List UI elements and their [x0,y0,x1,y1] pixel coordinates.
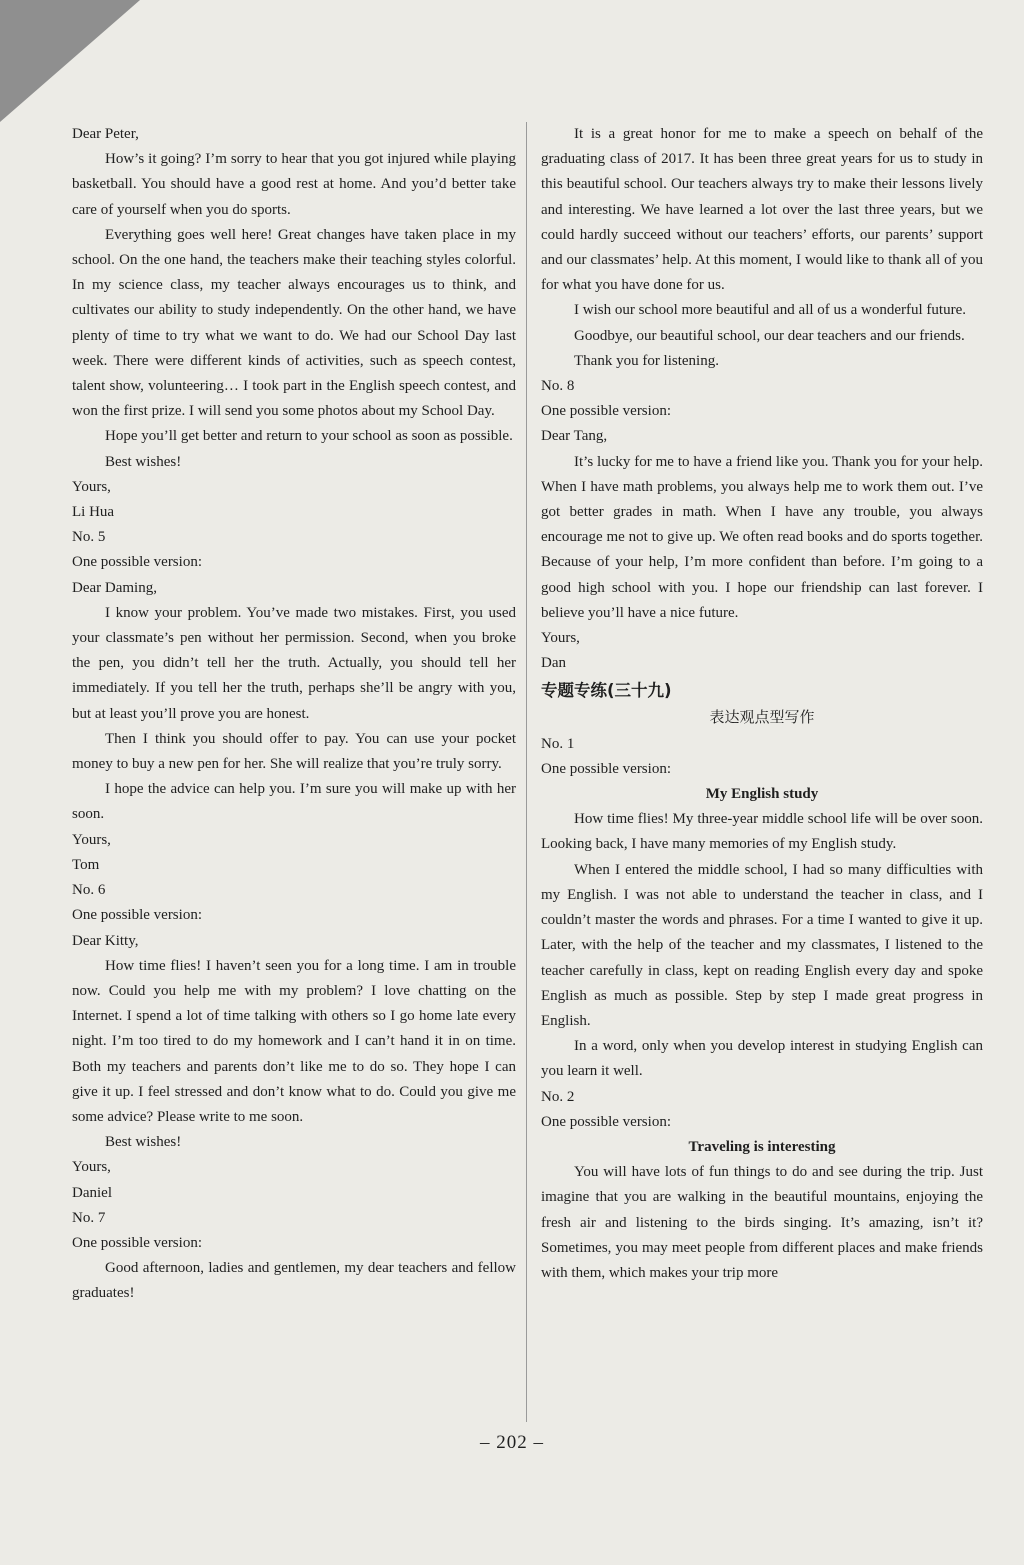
paragraph: Dan [541,655,566,672]
paragraph: Everything goes well here! Great changes have taken place in my school. On the one hand, the teachers make their teaching styles colorful. In my science class, my teacher always encourages us to think, and cultivates our ability to study independently. On the other hand, we have plenty of time to try what we want to do. We had our School Day last week. There were different kinds of activities, such as speech contest, talent show, volunteering… I took part in the English speech contest, and won the first prize. I will send you some photos about my School Day. [72,226,516,420]
paragraph: Yours, [541,630,580,647]
paragraph: Dear Kitty, [72,932,139,949]
paragraph: You will have lots of fun things to do and see during the trip. Just imagine that you are walking in the beautiful mountains, enjoying the fresh air and listening to the birds singing. It’s amazing, isn’t it? Sometimes, you may meet people from different places and make friends with them, which makes your trip more [541,1164,983,1281]
paragraph: It is a great honor for me to make a speech on behalf of the graduating class of 2017. It has been three great years for us to study in this beautiful school. Our teachers always try to make their lessons lively and interesting. We have learned a lot over the last three years, but we could hardly succeed without our teachers’ efforts, our parents’ support and our classmates’ help. At this moment, I would like to thank all of you for what you have done for us. [541,126,983,294]
paragraph: No. 2 [541,1088,575,1105]
paragraph: Dear Tang, [541,428,608,445]
right-column-part2 [541,732,983,1286]
right-column [541,122,983,1286]
paragraph: When I entered the middle school, I had so many difficulties with my English. I was not able to understand the teacher in class, and I couldn’t master the words and phrases. For a time I wanted to give it up. Later, with the help of the teacher and my classmates, I listened to the teacher carefully in class, kept on reading English every day and spoke English as much as possible. Step by step I made great progress in English. [541,861,983,1029]
paragraph: Then I think you should offer to pay. You can use your pocket money to buy a new pen for her. She will realize that you’re truly sorry. [72,730,516,773]
paragraph: Goodbye, our beautiful school, our dear teachers and our friends. [574,327,965,344]
paragraph: In a word, only when you develop interest in studying English can you learn it well. [541,1038,983,1080]
paragraph: Tom [72,856,100,873]
paragraph: No. 5 [72,529,106,546]
paragraph: Hope you’ll get better and return to your school as soon as possible. [105,428,513,445]
paragraph: One possible version: [541,1113,671,1130]
paragraph: Yours, [72,1159,111,1176]
paragraph: One possible version: [72,907,202,924]
essay-title: My English study [705,786,819,803]
paragraph: Yours, [72,831,111,848]
page-number: – 202 – [480,1432,544,1453]
paragraph: How time flies! I haven’t seen you for a long time. I am in trouble now. Could you help me with my problem? I love chatting on the Internet. I spend a lot of time talking with others so I go home late every night. I’m too tired to do my homework and I can’t hand it in on time. Both my teachers and parents don’t like me to do so. They hope I can give it up. I feel stressed and don’t know what to do. Could you give me some advice? Please write to me soon. [72,957,516,1125]
paragraph: Dear Peter, [72,126,139,142]
paragraph: Li Hua [72,504,115,521]
paragraph: Yours, [72,478,111,495]
paragraph: One possible version: [72,1234,202,1251]
paragraph: I wish our school more beautiful and all of us a wonderful future. [574,302,966,319]
paragraph: No. 7 [72,1209,106,1226]
paragraph: How time flies! My three-year middle school life will be over soon. Looking back, I have many memories of my English study. [541,811,983,853]
paragraph: One possible version: [72,554,202,571]
right-column-part1 [541,122,983,676]
section-subtitle: 表达观点型写作 [709,710,815,727]
essay-title: Traveling is interesting [688,1138,836,1155]
paragraph: Best wishes! [105,453,182,470]
left-column [72,122,516,1307]
paragraph: Good afternoon, ladies and gentlemen, my dear teachers and fellow graduates! [72,1260,516,1302]
paragraph: Daniel [72,1184,112,1201]
paragraph: It’s lucky for me to have a friend like you. Thank you for your help. When I have math problems, you always help me to work them out. I’ve got better grades in math. When I have any trouble, you always encourage me not to give up. We often read books and do sports together. Because of your help, I’m more confident than before. I’m going to a good high school with you. I hope our friendship can last forever. I believe you’ll have a nice future. [541,453,983,621]
paragraph: I know your problem. You’ve made two mistakes. First, you used your classmate’s pen without her permission. Second, when you broke the pen, you didn’t tell her the truth. Actually, you should tell her immediately. If you tell her the truth, perhaps she’ll be angry with you, but at least you’ll prove you are honest. [72,604,516,722]
paragraph: I hope the advice can help you. I’m sure you will make up with her soon. [72,781,516,823]
paragraph: Thank you for listening. [574,352,719,369]
column-divider [526,122,527,1422]
page-corner-fold [0,0,140,122]
paragraph: One possible version: [541,760,671,777]
section-title: 专题专练(三十九) [541,681,672,701]
paragraph: Dear Daming, [72,579,157,596]
paragraph: One possible version: [541,403,671,420]
paragraph: No. 8 [541,378,575,395]
paragraph: Best wishes! [105,1134,182,1151]
paragraph: How’s it going? I’m sorry to hear that you got injured while playing basketball. You should have a good rest at home. And you’d better take care of yourself when you do sports. [72,151,516,218]
paragraph: No. 1 [541,735,575,752]
paragraph: No. 6 [72,882,106,899]
